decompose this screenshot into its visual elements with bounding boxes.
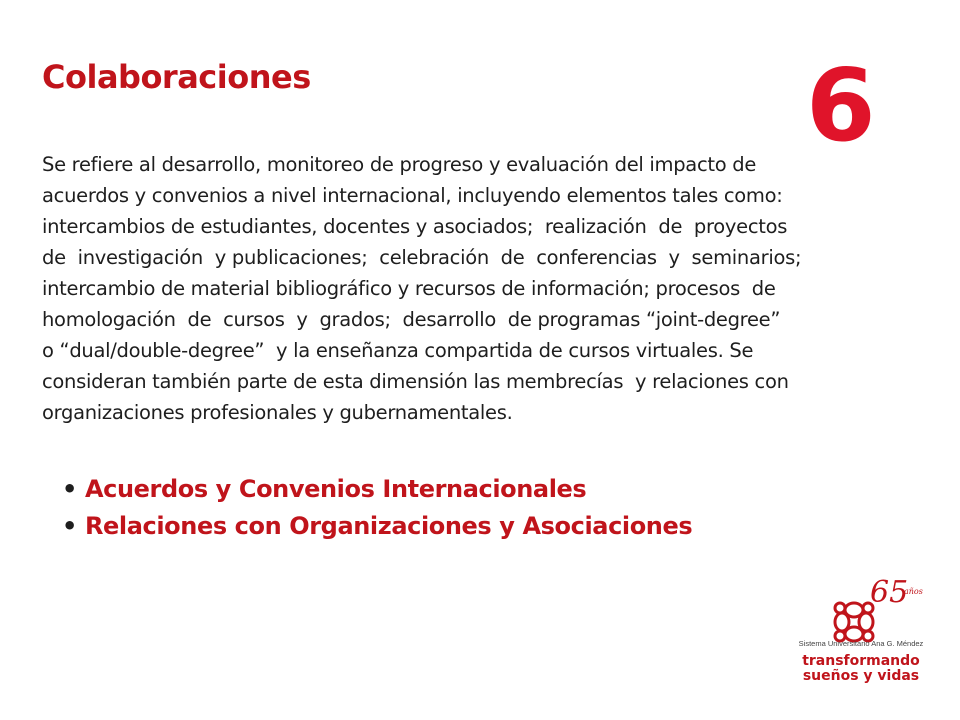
- tagline-line: transformando: [802, 653, 920, 669]
- bullet-icon: •: [62, 512, 77, 540]
- bullet-text: Acuerdos y Convenios Internacionales: [84, 475, 587, 503]
- logo-tagline: [796, 654, 926, 684]
- bullet-icon: •: [62, 475, 77, 503]
- description-line: o “dual/double-degree” y la enseñanza compartida de cursos virtuales. Se: [42, 339, 754, 362]
- slide-title: Colaboraciones: [42, 58, 311, 96]
- anniversary-number: 65: [870, 575, 909, 610]
- description-line: Se refiere al desarrollo, monitoreo de progreso y evaluación del impacto de: [42, 153, 757, 176]
- description-paragraph: [42, 149, 902, 428]
- slide-number: 6: [806, 47, 876, 164]
- bullet-list: [62, 471, 692, 545]
- description-line: intercambios de estudiantes, docentes y asociados; realización de proyectos: [42, 215, 788, 238]
- description-line: homologación de cursos y grados; desarrollo de programas “joint-degree”: [42, 308, 781, 331]
- organization-name: Sistema Universitario Ana G. Méndez: [798, 639, 924, 648]
- tagline-line: sueños y vidas: [802, 668, 920, 684]
- description-line: organizaciones profesionales y gubernamentales.: [42, 401, 513, 424]
- description-line: de investigación y publicaciones; celebración de conferencias y seminarios;: [42, 246, 802, 269]
- anniversary-word: años: [904, 587, 923, 596]
- description-line: intercambio de material bibliográfico y recursos de información; procesos de: [42, 277, 776, 300]
- description-line: consideran también parte de esta dimensión las membrecías y relaciones con: [42, 370, 789, 393]
- bullet-item-acuerdos: [62, 471, 692, 508]
- description-line: acuerdos y convenios a nivel internacional, incluyendo elementos tales como:: [42, 184, 783, 207]
- bullet-text: Relaciones con Organizaciones y Asociaciones: [84, 512, 693, 540]
- bullet-item-relaciones: [62, 508, 692, 545]
